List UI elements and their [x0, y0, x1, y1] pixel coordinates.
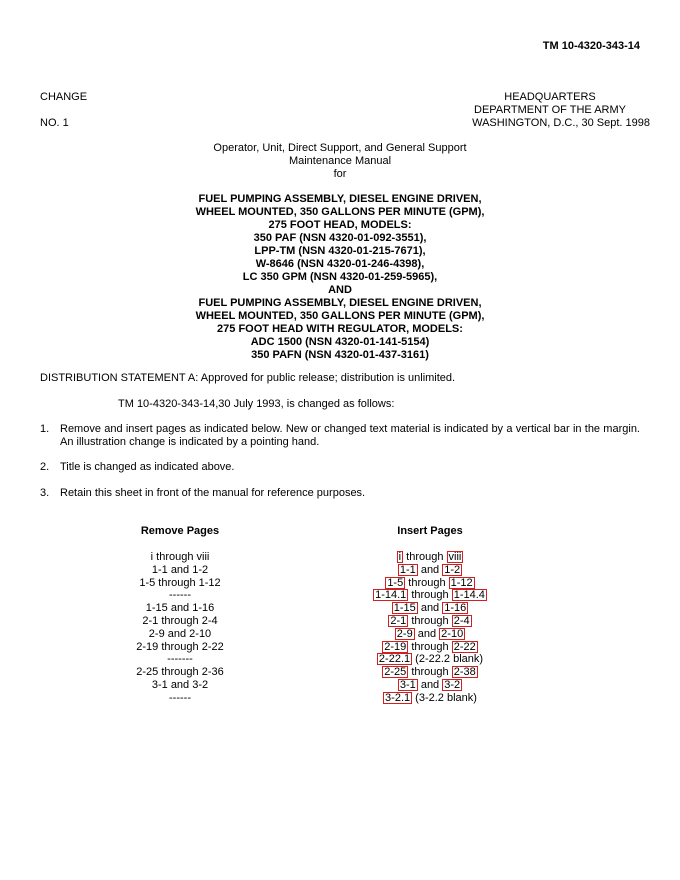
- remove-pages-list: [100, 551, 260, 705]
- instruction-number: 3.: [40, 487, 50, 499]
- insert-page-row: [340, 641, 520, 654]
- page-ref: 2-22: [453, 640, 476, 653]
- page-ref: 2-25: [384, 666, 407, 679]
- page-ref: 2-9: [396, 627, 413, 640]
- hq-line: WASHINGTON, D.C., 30 Sept. 1998: [472, 117, 650, 129]
- instruction-number: 1.: [40, 423, 50, 435]
- page-separator: and: [417, 602, 443, 615]
- title-line: WHEEL MOUNTED, 350 GALLONS PER MINUTE (GPM),: [195, 310, 485, 322]
- page-separator: and: [414, 627, 440, 640]
- page-ref: viii: [448, 551, 462, 563]
- remove-page-row: ------: [169, 691, 191, 704]
- title-line: 350 PAFN (NSN 4320-01-437-3161): [251, 349, 429, 361]
- instruction-item: [40, 487, 640, 500]
- remove-page-row: 1-15 and 1-16: [145, 602, 215, 615]
- page-ref: 2-19: [384, 640, 407, 653]
- title-line: LPP-TM (NSN 4320-01-215-7671),: [254, 245, 426, 257]
- title-line: AND: [328, 284, 352, 296]
- manual-line: Maintenance Manual: [288, 155, 392, 167]
- page-ref: 3-1: [399, 678, 416, 691]
- insert-page-row: [340, 602, 520, 615]
- change-number: NO. 1: [40, 117, 69, 129]
- page-ref: 3-2.1: [385, 691, 411, 704]
- insert-page-row: [340, 628, 520, 641]
- insert-page-row: [340, 551, 520, 564]
- remove-page-row: 2-19 through 2-22: [136, 640, 224, 653]
- changed-as-follows: TM 10-4320-343-14,30 July 1993, is changed as follows:: [118, 398, 395, 410]
- page-ref: 3-2: [444, 678, 461, 691]
- page-ref: 2-10: [441, 627, 464, 640]
- title-line: WHEEL MOUNTED, 350 GALLONS PER MINUTE (GPM),: [195, 206, 485, 218]
- title-line: LC 350 GPM (NSN 4320-01-259-5965),: [242, 271, 438, 283]
- page-separator: and: [417, 563, 443, 576]
- insert-page-row: [340, 589, 520, 602]
- equipment-title: [0, 193, 680, 362]
- insert-page-row: [340, 564, 520, 577]
- insert-page-row: [340, 653, 520, 666]
- page-ref: 2-22.1: [378, 653, 411, 666]
- insert-pages-list: [340, 551, 520, 705]
- remove-page-row: 2-25 through 2-36: [136, 666, 224, 679]
- page-ref: 1-2: [444, 563, 461, 576]
- change-label: CHANGE: [40, 91, 88, 103]
- page-ref: 1-14.1: [375, 589, 407, 602]
- instruction-item: [40, 461, 640, 474]
- instruction-text: Title is changed as indicated above.: [60, 461, 235, 473]
- title-line: 275 FOOT HEAD, MODELS:: [268, 219, 412, 231]
- remove-page-row: ------: [169, 589, 191, 602]
- instruction-text: Remove and insert pages as indicated below. New or changed text material is indicated by a vertical bar in the margin. An illustration change is indicated by a pointing hand.: [60, 423, 640, 448]
- remove-page-row: 3-1 and 3-2: [151, 678, 209, 691]
- title-line: 275 FOOT HEAD WITH REGULATOR, MODELS:: [217, 323, 463, 335]
- distribution-statement: DISTRIBUTION STATEMENT A: Approved for public release; distribution is unlimited.: [40, 372, 456, 384]
- remove-page-row: -------: [167, 653, 193, 666]
- page-separator: through: [408, 640, 452, 653]
- page-separator: (2-22.2 blank): [412, 653, 484, 666]
- page-separator: (3-2.2 blank): [412, 691, 477, 704]
- manual-type: [0, 142, 680, 181]
- manual-line: Operator, Unit, Direct Support, and General Support: [213, 142, 467, 154]
- insert-page-row: [340, 666, 520, 679]
- remove-page-row: 1-1 and 1-2: [151, 563, 209, 576]
- page-separator: through: [408, 589, 452, 602]
- insert-page-row: [340, 692, 520, 705]
- title-line: FUEL PUMPING ASSEMBLY, DIESEL ENGINE DRIVEN,: [198, 193, 482, 205]
- insert-page-row: [340, 615, 520, 628]
- headquarters-block: [390, 91, 650, 130]
- page-ref: 1-5: [387, 576, 404, 589]
- page-separator: through: [403, 551, 447, 563]
- page-ref: 1-16: [444, 602, 467, 615]
- page-ref: i: [398, 551, 402, 563]
- hq-line: DEPARTMENT OF THE ARMY: [474, 104, 626, 116]
- remove-pages-header: Remove Pages: [140, 525, 220, 537]
- page-ref: 1-1: [399, 563, 416, 576]
- title-line: 350 PAF (NSN 4320-01-092-3551),: [253, 232, 427, 244]
- page-separator: through: [408, 614, 452, 627]
- instruction-item: [40, 423, 640, 449]
- manual-line: for: [333, 168, 347, 180]
- page-ref: 2-1: [390, 614, 407, 627]
- title-line: W-8646 (NSN 4320-01-246-4398),: [255, 258, 425, 270]
- instruction-text: Retain this sheet in front of the manual for reference purposes.: [60, 487, 366, 499]
- page-ref: 2-38: [453, 666, 476, 679]
- insert-pages-header: Insert Pages: [397, 525, 463, 537]
- remove-page-row: i through viii: [150, 551, 210, 563]
- page-ref: 1-12: [450, 576, 473, 589]
- insert-page-row: [340, 577, 520, 590]
- page-separator: and: [417, 678, 443, 691]
- instruction-number: 2.: [40, 461, 50, 473]
- remove-page-row: 1-5 through 1-12: [139, 576, 221, 589]
- page-ref: 1-15: [393, 602, 416, 615]
- page-separator: through: [408, 666, 452, 679]
- insert-page-row: [340, 679, 520, 692]
- page-ref: 2-4: [453, 614, 470, 627]
- page-ref: 1-14.4: [453, 589, 485, 602]
- title-line: ADC 1500 (NSN 4320-01-141-5154): [250, 336, 430, 348]
- hq-line: HEADQUARTERS: [504, 91, 596, 103]
- remove-page-row: 2-9 and 2-10: [148, 627, 212, 640]
- title-line: FUEL PUMPING ASSEMBLY, DIESEL ENGINE DRIVEN,: [198, 297, 482, 309]
- tm-number: TM 10-4320-343-14: [542, 40, 640, 52]
- page-separator: through: [405, 576, 449, 589]
- remove-page-row: 2-1 through 2-4: [142, 614, 218, 627]
